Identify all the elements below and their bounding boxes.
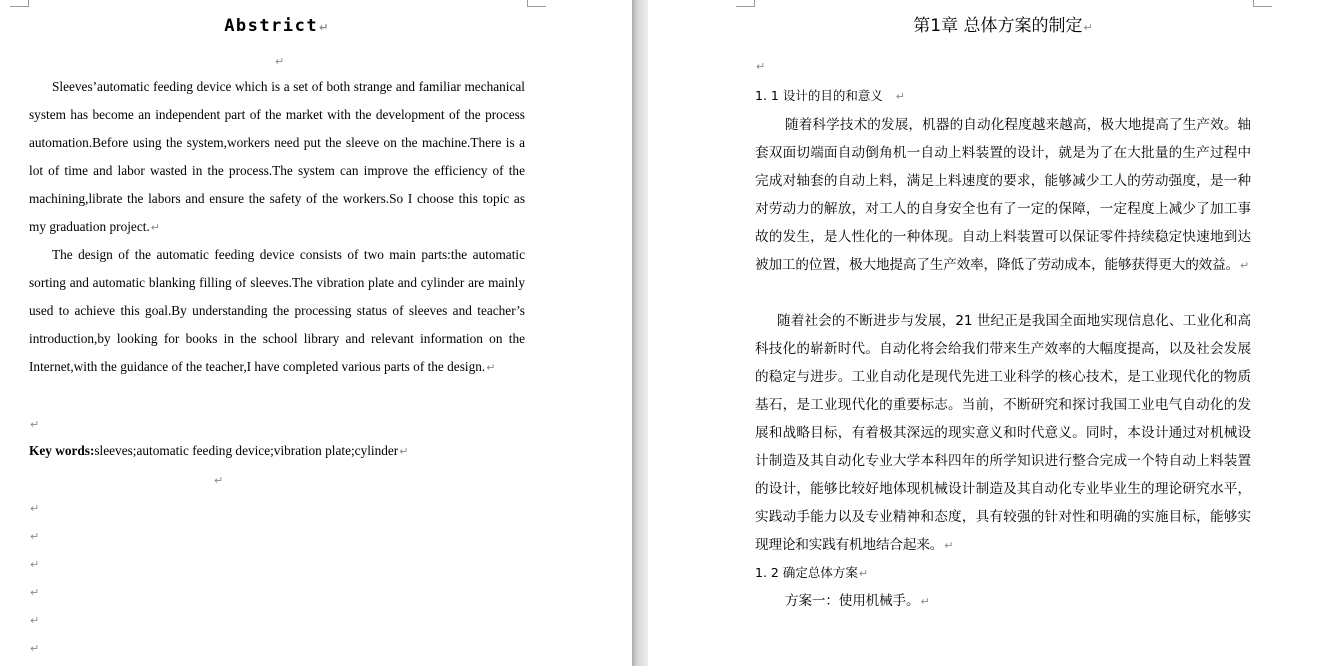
abstract-paragraph-1: Sleeves’automatic feeding device which is a set of both strange and familiar mechanical system has become an independent part of the market with the development of the process automation.Before using the system,workers need put the sleeve on the machine.There is a lot of time and labor wasted in the process.The system can improve the efficiency of the machining,librate the labors and ensure the safety of the workers.So I choose this topic as my graduation project.↵ [29,79,525,234]
paragraph-mark: ↵ [30,614,40,627]
section-heading-1-2: 1. 2 确定总体方案↵ [755,565,869,580]
abstract-paragraph-2: The design of the automatic feeding device consists of two main parts:the automatic sorting and automatic blanking filling of sleeves.The vibration plate and cylinder are mainly used to achieve this goal.By understanding the processing status of sleeves and teacher’s introduction,by looking for books in the school library and relevant information on the Internet,with the guidance of the teacher,I have completed various parts of the design.↵ [29,247,525,374]
paragraph-mark: ↵ [30,530,40,543]
paragraph-mark: ↵ [30,418,40,431]
crop-mark [527,0,546,7]
body-paragraph-2: 随着社会的不断进步与发展，21 世纪正是我国全面地实现信息化、工业化和高科技化的崭新时代。自动化将会给我们带来生产效率的大幅度提高，以及社会发展的稳定与进步。工业自动化是现代先进工业科学的核心技术，是工业现代化的物质基石，是工业现代化的重要标志。当前，不断研究和探讨我国工业电气自动化的发展和战略目标，有着极其深远的现实意义和时代意义。同时，本设计通过对机械设计制造及其自动化专业大学本科四年的所学知识进行整合完成一个特自动上料装置的设计，能够比较好地体现机械设计制造及其自动化专业毕业生的理论研究水平，实践动手能力以及专业精神和态度，具有较强的针对性和明确的实施目标，能够实现理论和实践有机地结合起来。↵ [755,313,1251,553]
keywords-line: Key words:sleeves;automatic feeding device;vibration plate;cylinder↵ [29,443,409,458]
scheme-one-line: 方案一：使用机械手。↵ [785,593,930,609]
crop-mark [736,0,755,7]
paragraph-mark: ↵ [214,474,224,487]
paragraph-mark: ↵ [30,558,40,571]
paragraph-mark: ↵ [275,55,285,68]
paragraph-mark: ↵ [30,586,40,599]
paragraph-mark: ↵ [30,642,40,655]
abstract-title: Abstrict↵ [224,16,330,36]
crop-mark [1253,0,1272,7]
body-paragraph-1: 随着科学技术的发展，机器的自动化程度越来越高，极大地提高了生产效。轴套双面切端面自动倒角机一自动上料装置的设计，就是为了在大批量的生产过程中完成对轴套的自动上料，满足上料速度的要求，能够减少工人的劳动强度，是一种对劳动力的解放，对工人的自身安全也有了一定的保障，一定程度上减少了加工事故的发生，是人性化的一种体现。自动上料装置可以保证零件持续稳定快速地到达被加工的位置，极大地提高了生产效率，降低了劳动成本，能够获得更大的效益。↵ [755,117,1251,273]
chapter-title: 第1章 总体方案的制定↵ [913,16,1093,36]
page-gutter [632,0,648,666]
paragraph-mark: ↵ [756,60,766,73]
section-heading-1-1: 1. 1 设计的目的和意义 ↵ [755,88,905,103]
crop-mark [10,0,29,7]
paragraph-mark: ↵ [30,502,40,515]
